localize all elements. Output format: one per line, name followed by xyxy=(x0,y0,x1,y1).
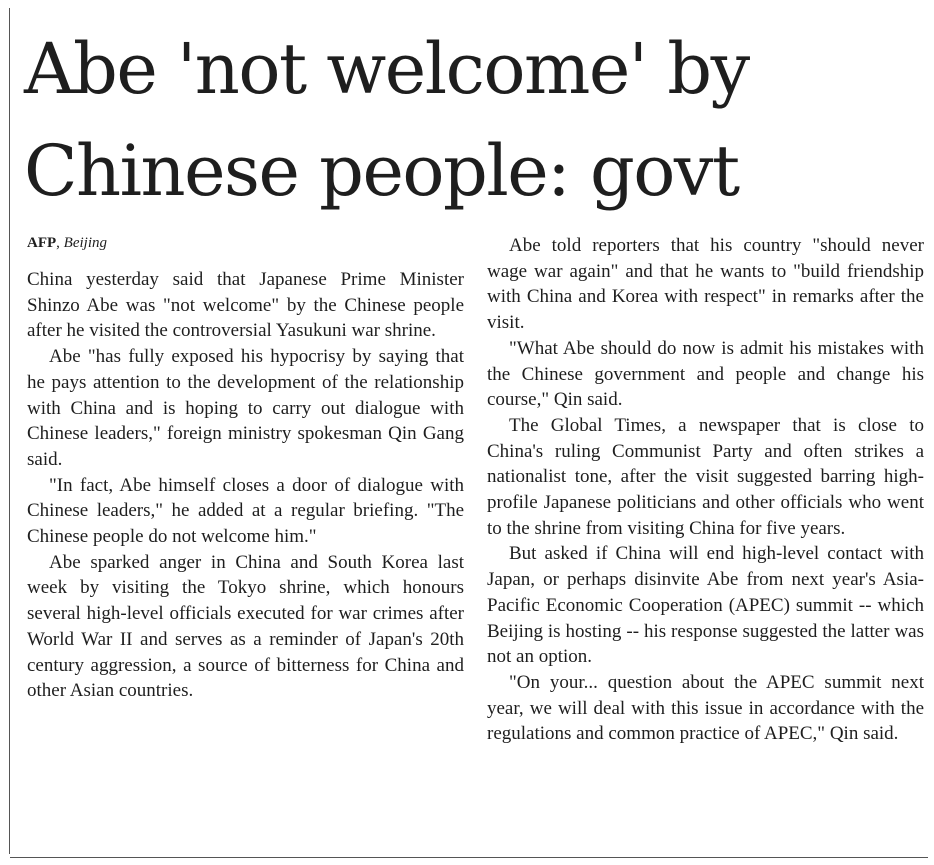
byline-separator: , xyxy=(56,235,64,251)
article-paragraph: "On your... question about the APEC summit next year, we will deal with this issue in accordance with the regulations and common practice of APEC," Qin said. xyxy=(487,671,924,745)
byline-place: Beijing xyxy=(63,235,107,251)
bottom-rule xyxy=(10,857,928,858)
headline-line-2: Chinese people: govt xyxy=(24,130,739,212)
byline-agency: AFP xyxy=(27,235,57,251)
article-paragraph: Abe sparked anger in China and South Korea last week by visiting the Tokyo shrine, which honours several high-level officials executed for war crimes after World War II and serves as a reminder of Japan's 20th century aggression, a source of bitterness for China and other Asian countries. xyxy=(27,551,464,702)
article-paragraph: "In fact, Abe himself closes a door of dialogue with Chinese leaders," he added at a regular briefing. "The Chinese people do not welcome him." xyxy=(27,474,464,548)
byline xyxy=(27,233,464,253)
headline xyxy=(24,18,929,222)
article-paragraph: China yesterday said that Japanese Prime Minister Shinzo Abe was "not welcome" by the Chinese people after he visited the controversial Yasukuni war shrine. xyxy=(27,269,464,342)
article-paragraph: Abe told reporters that his country "should never wage war again" and that he wants to "build friendship with China and Korea with respect" in remarks after the visit. xyxy=(487,235,924,334)
article-paragraph: Abe "has fully exposed his hypocrisy by saying that he pays attention to the development of the relationship with China and is hoping to carry out dialogue with Chinese leaders," foreign ministry spokesman Qin Gang said. xyxy=(27,346,464,470)
article-paragraph: The Global Times, a newspaper that is close to China's ruling Communist Party and often strikes a nationalist tone, after the visit suggested barring high-profile Japanese politicians and other officials who went to the shrine from visiting China for five years. xyxy=(487,414,924,539)
article-paragraph: "What Abe should do now is admit his mistakes with the Chinese government and people and change his course," Qin said. xyxy=(487,337,924,411)
article-column-left xyxy=(27,233,464,704)
left-column-rule xyxy=(9,8,10,854)
article-paragraph: But asked if China will end high-level contact with Japan, or perhaps disinvite Abe from next year's Asia-Pacific Economic Cooperation (APEC) summit -- which Beijing is hosting -- his response suggested the latter was not an option. xyxy=(487,543,924,668)
headline-line-1: Abe 'not welcome' by xyxy=(24,28,749,110)
article-column-right xyxy=(487,233,924,747)
